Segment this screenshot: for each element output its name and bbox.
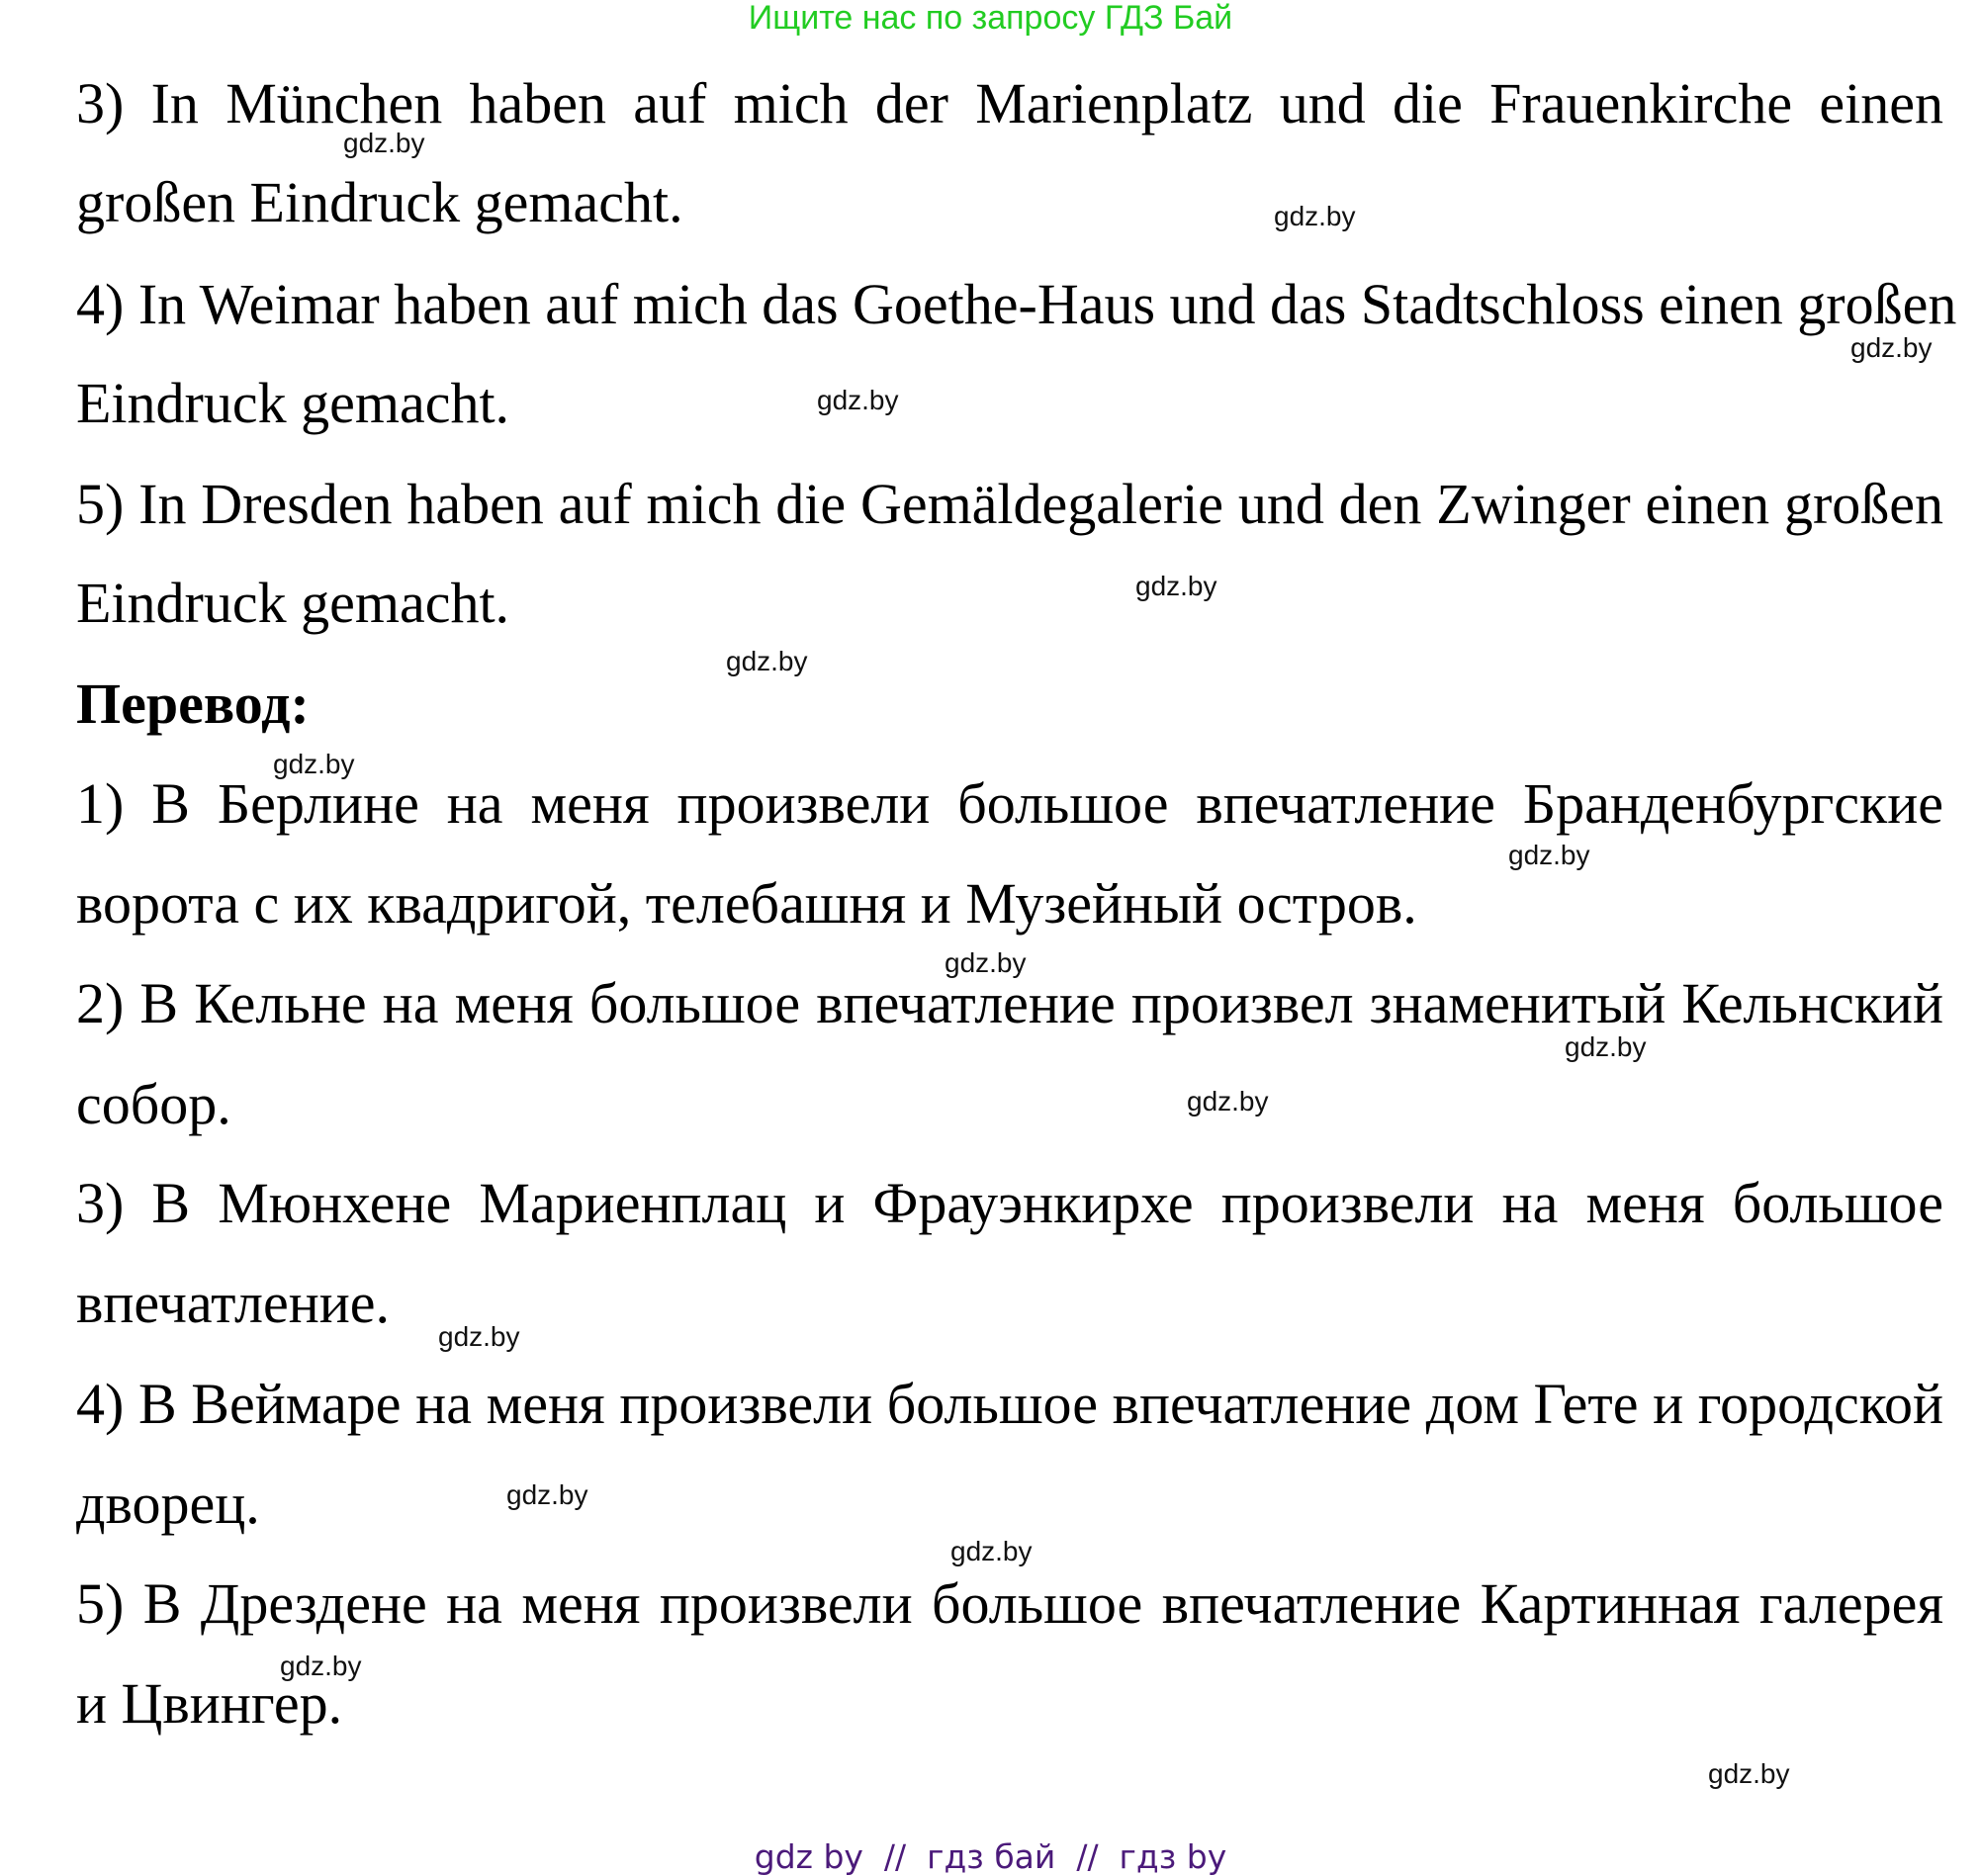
watermark: gdz.by: [726, 646, 808, 676]
translation-line-4a: 4) В Веймаре на меня произвели большое впечатление дом Гете и городской: [76, 1372, 1943, 1436]
watermark: gdz.by: [438, 1321, 520, 1352]
footer-links: gdz by // гдз бай // гдз by: [754, 1837, 1227, 1876]
watermark: gdz.by: [817, 385, 899, 415]
translation-line-4b: дворец.: [76, 1472, 260, 1536]
watermark: gdz.by: [1508, 840, 1590, 870]
german-line-5b: Eindruck gemacht.: [76, 571, 510, 635]
translation-line-1a: 1) В Берлине на меня произвели большое впечатление Бранденбургские: [76, 771, 1943, 836]
translation-line-5a: 5) В Дрездене на меня произвели большое впечатление Картинная галерея: [76, 1571, 1943, 1636]
watermark: gdz.by: [950, 1536, 1033, 1566]
watermark: gdz.by: [506, 1479, 588, 1510]
watermark: gdz.by: [1708, 1758, 1790, 1789]
watermark: gdz.by: [280, 1651, 362, 1681]
translation-line-3a: 3) В Мюнхене Мариенплац и Фрауэнкирхе произвели на меня большое: [76, 1171, 1943, 1235]
watermark: gdz.by: [1274, 201, 1356, 231]
translation-line-2a: 2) В Кельне на меня большое впечатление произвел знаменитый Кельнский: [76, 971, 1943, 1035]
translation-line-3b: впечатление.: [76, 1271, 391, 1335]
german-line-5a: 5) In Dresden haben auf mich die Gemäldegalerie und den Zwinger einen großen: [76, 472, 1943, 536]
german-line-4b: Eindruck gemacht.: [76, 371, 510, 435]
translation-line-2b: собор.: [76, 1072, 231, 1136]
translation-line-5b: и Цвингер.: [76, 1671, 343, 1736]
watermark: gdz.by: [343, 128, 425, 158]
watermark: gdz.by: [1187, 1086, 1269, 1117]
watermark: gdz.by: [273, 749, 355, 779]
translation-heading: Перевод:: [76, 671, 310, 736]
german-line-3b: großen Eindruck gemacht.: [76, 170, 683, 234]
search-hint-banner: Ищите нас по запросу ГДЗ Бай: [748, 0, 1233, 37]
german-line-4a: 4) In Weimar haben auf mich das Goethe-Haus und das Stadtschloss einen großen: [76, 272, 1957, 336]
watermark: gdz.by: [1850, 332, 1933, 363]
watermark: gdz.by: [945, 947, 1027, 978]
watermark: gdz.by: [1565, 1031, 1647, 1062]
translation-line-1b: ворота с их квадригой, телебашня и Музейный остров.: [76, 871, 1417, 936]
watermark: gdz.by: [1135, 571, 1217, 601]
german-line-3a: 3) In München haben auf mich der Marienplatz und die Frauenkirche einen: [76, 71, 1943, 135]
